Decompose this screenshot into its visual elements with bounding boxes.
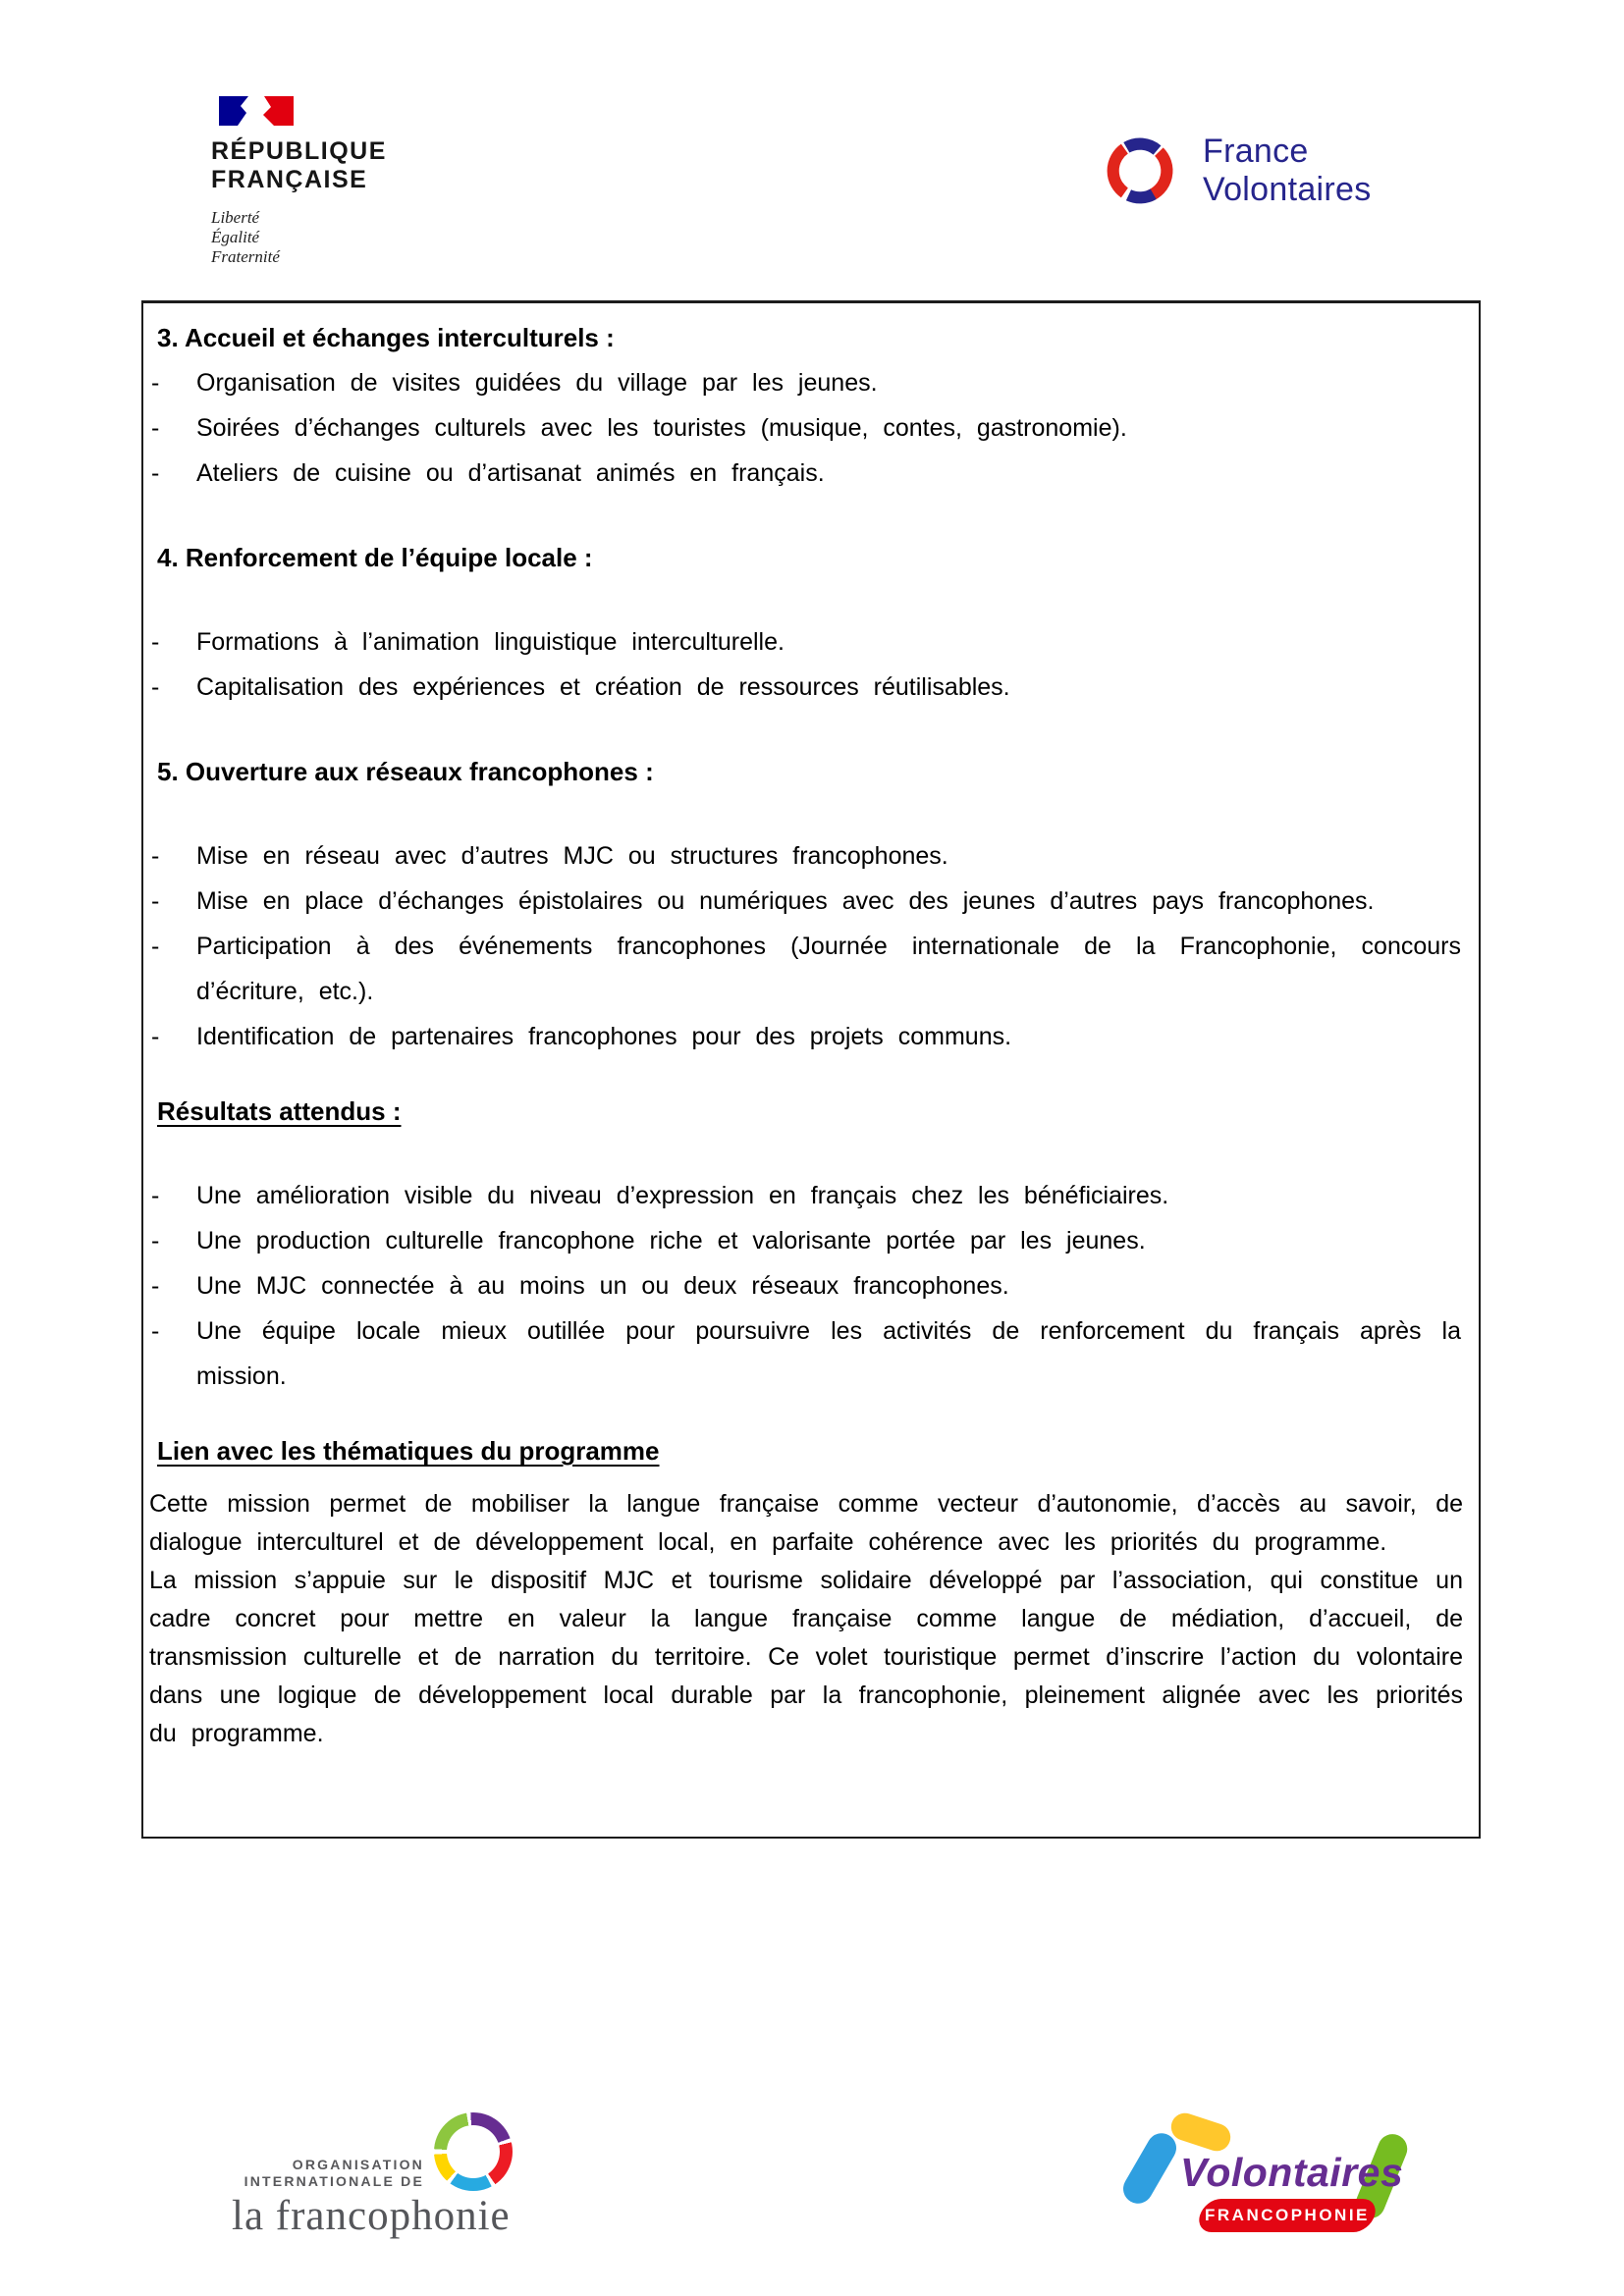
bullet-text: Mise en réseau avec d’autres MJC ou structures francophones. xyxy=(196,842,948,870)
vf-wordmark: Volontaires xyxy=(1180,2150,1404,2195)
list-item xyxy=(149,1308,1463,1399)
body-paragraph: La mission s’appuie sur le dispositif MJC et tourisme solidaire développé par l’association, qui constitue un cadre concret pour mettre en valeur la langue française comme langue de médiation, d’accueil, de transmission culturelle et de narration du territoire. Ce volet touristique permet d’inscrire l’action du volontaire dans une logique de développement local durable par la francophonie, pleinement alignée avec les priorités du programme. xyxy=(149,1567,1463,1747)
bullet-dash: - xyxy=(151,842,160,870)
vf-banner xyxy=(1195,2199,1380,2232)
bullet-text: Capitalisation des expériences et création de ressources réutilisables. xyxy=(196,673,1010,701)
french-flag-icon xyxy=(219,96,294,126)
content-box xyxy=(141,300,1481,1839)
list-item xyxy=(149,360,1463,405)
bullet-text: Soirées d’échanges culturels avec les touristes (musique, contes, gastronomie). xyxy=(196,414,1127,442)
list-item xyxy=(149,619,1463,665)
bullet-dash: - xyxy=(151,673,160,701)
oif-wordmark: la francophonie xyxy=(232,2193,511,2239)
bullet-text: Identification de partenaires francophones pour des projets communs. xyxy=(196,1023,1012,1050)
fv-wordmark xyxy=(1203,133,1372,209)
rf-motto-fraternite: Fraternité xyxy=(211,247,280,266)
bullet-text: Mise en place d’échanges épistolaires ou numériques avec des jeunes d’autres pays francophones. xyxy=(196,887,1375,915)
bullet-dash: - xyxy=(151,459,160,487)
france-volontaires-logo xyxy=(1103,133,1372,209)
list-item xyxy=(149,1014,1463,1059)
vf-banner-text: FRANCOPHONIE xyxy=(1205,2206,1370,2224)
bullet-dash: - xyxy=(151,414,160,442)
body-paragraph: Cette mission permet de mobiliser la langue française comme vecteur d’autonomie, d’accès au savoir, de dialogue interculturel et de développement local, en parfaite cohérence avec les priorités du programme. xyxy=(149,1490,1463,1556)
list-item xyxy=(149,1263,1463,1308)
yellow-swoosh-icon xyxy=(1167,2109,1234,2155)
rf-wordmark xyxy=(211,137,387,194)
section-5-heading: 5. Ouverture aux réseaux francophones : xyxy=(157,757,654,786)
bullet-dash: - xyxy=(151,369,160,397)
resultats-heading: Résultats attendus : xyxy=(157,1096,402,1126)
oif-logo xyxy=(232,2112,513,2237)
rf-motto-liberte: Liberté xyxy=(211,208,260,227)
oif-caption-line1: ORGANISATION xyxy=(292,2157,424,2172)
oif-caption xyxy=(244,2157,424,2191)
rf-wordmark-line2: FRANÇAISE xyxy=(211,166,368,193)
bullet-text: Organisation de visites guidées du village par les jeunes. xyxy=(196,369,878,397)
bullet-text: Une équipe locale mieux outillée pour poursuivre les activités de renforcement du français après la mission. xyxy=(196,1317,1461,1390)
bullet-dash: - xyxy=(151,1182,160,1209)
bullet-dash: - xyxy=(151,1023,160,1050)
oif-ring-icon xyxy=(434,2112,513,2191)
bullet-dash: - xyxy=(151,1317,160,1345)
blue-swoosh-icon xyxy=(1118,2128,1182,2210)
list-item xyxy=(149,1218,1463,1263)
bullet-dash: - xyxy=(151,887,160,915)
bullet-dash: - xyxy=(151,628,160,656)
list-item xyxy=(149,1173,1463,1218)
list-item xyxy=(149,924,1463,1014)
rf-wordmark-line1: RÉPUBLIQUE xyxy=(211,137,387,165)
oif-caption-line2: INTERNATIONALE DE xyxy=(244,2173,424,2189)
bullet-text: Une production culturelle francophone riche et valorisante portée par les jeunes. xyxy=(196,1227,1146,1255)
list-item xyxy=(149,451,1463,496)
lien-heading: Lien avec les thématiques du programme xyxy=(157,1436,660,1466)
bullet-text: Ateliers de cuisine ou d’artisanat animés en français. xyxy=(196,459,825,487)
list-item xyxy=(149,665,1463,710)
list-item xyxy=(149,879,1463,924)
bullet-dash: - xyxy=(151,1272,160,1300)
bullet-text: Participation à des événements francophones (Journée internationale de la Francophonie, concours d’écriture, etc.). xyxy=(196,933,1461,1005)
bullet-dash: - xyxy=(151,1227,160,1255)
bullet-text: Une amélioration visible du niveau d’expression en français chez les bénéficiaires. xyxy=(196,1182,1169,1209)
section-4-heading: 4. Renforcement de l’équipe locale : xyxy=(157,543,593,572)
republique-francaise-logo xyxy=(211,96,387,267)
france-volontaires-ring-icon xyxy=(1103,133,1177,208)
rf-motto-egalite: Égalité xyxy=(211,228,260,246)
volontaires-francophonie-logo xyxy=(1129,2116,1424,2229)
bullet-dash: - xyxy=(151,933,160,960)
list-item xyxy=(149,405,1463,451)
section-3-heading: 3. Accueil et échanges interculturels : xyxy=(157,323,615,352)
fv-wordmark-line1: France xyxy=(1203,133,1309,170)
fv-wordmark-line2: Volontaires xyxy=(1203,171,1372,208)
rf-motto xyxy=(211,208,387,267)
list-item xyxy=(149,833,1463,879)
oif-top-row xyxy=(232,2112,513,2191)
bullet-text: Une MJC connectée à au moins un ou deux réseaux francophones. xyxy=(196,1272,1009,1300)
bullet-text: Formations à l’animation linguistique interculturelle. xyxy=(196,628,785,656)
